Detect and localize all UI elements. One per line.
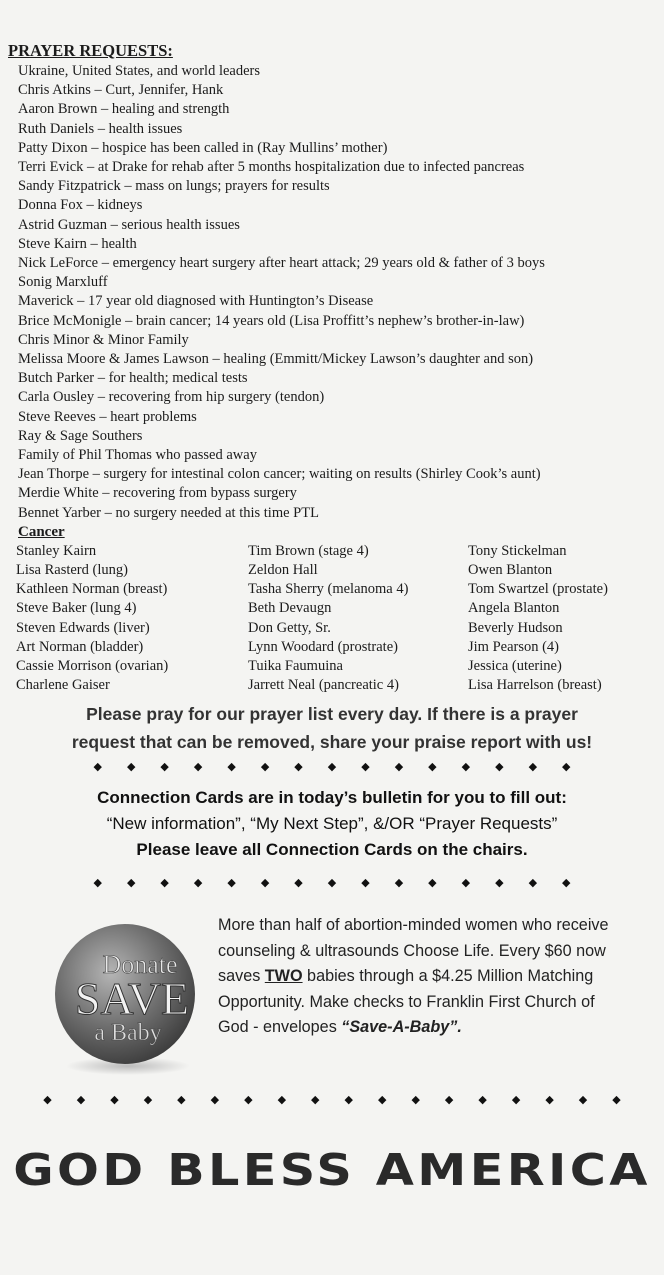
prayer-request-item: Patty Dixon – hospice has been called in (Ray Mullins’ mother): [18, 139, 388, 156]
diamond-bullet: ◆: [411, 1094, 420, 1106]
cancer-list-item: Beth Devaugn: [248, 600, 332, 617]
diamond-bullet: ◆: [277, 1094, 287, 1106]
diamond-bullet: ◆: [495, 877, 504, 889]
prayer-requests-heading: PRAYER REQUESTS:: [8, 41, 173, 60]
diamond-bullet: ◆: [227, 761, 236, 773]
prayer-request-item: Jean Thorpe – surgery for intestinal colon cancer; waiting on results (Shirley Cook’s aunt): [18, 466, 541, 483]
diamond-bullet: ◆: [428, 761, 437, 773]
prayer-request-item: Nick LeForce – emergency heart surgery after heart attack; 29 years old & father of 3 boys: [18, 255, 545, 272]
connection-line-2: “New information”, “My Next Step”, &/OR “Prayer Requests”: [106, 814, 558, 833]
logo-save-text: SAVE: [74, 973, 190, 1024]
cancer-list-item: Beverly Hudson: [468, 619, 563, 636]
diamond-bullet: ◆: [461, 877, 471, 889]
diamond-bullet: ◆: [76, 1094, 86, 1106]
diamond-bullet: ◆: [193, 877, 203, 889]
diamond-bullet: ◆: [126, 761, 136, 773]
save-text-two: TWO: [264, 967, 303, 985]
diamond-bullet: ◆: [160, 877, 169, 889]
cancer-list-item: Lisa Rasterd (lung): [16, 562, 128, 579]
diamond-bullet: ◆: [260, 877, 270, 889]
diamond-separator: [0, 760, 664, 773]
diamond-bullet: ◆: [43, 1094, 52, 1106]
diamond-bullet: ◆: [93, 877, 102, 889]
logo-a-baby-text: a Baby: [94, 1020, 162, 1046]
prayer-request-item: Ruth Daniels – health issues: [18, 120, 183, 137]
cancer-list-item: Owen Blanton: [468, 562, 553, 579]
god-bless-america-title: GOD BLESS AMERICA: [13, 1145, 651, 1196]
cancer-list-item: Cassie Morrison (ovarian): [16, 658, 169, 675]
prayer-request-item: Ukraine, United States, and world leaders: [18, 63, 260, 79]
diamond-bullet: ◆: [578, 1094, 588, 1106]
save-text-middle: babies through a $4.25 Million Matching Opportunity. Make checks to Franklin First Church of God - envelopes: [218, 967, 595, 1036]
cancer-column: [248, 542, 468, 696]
diamond-bullet: ◆: [126, 877, 136, 889]
prayer-request-item: Astrid Guzman – serious health issues: [18, 216, 240, 233]
diamond-bullet: ◆: [495, 761, 504, 773]
prayer-request-item: Maverick – 17 year old diagnosed with Huntington’s Disease: [18, 293, 374, 310]
pray-note-line-2: request that can be removed, share your praise report with us!: [71, 732, 593, 752]
diamond-bullet: ◆: [327, 877, 337, 889]
diamond-separator: [0, 1093, 664, 1106]
diamond-bullet: ◆: [461, 761, 471, 773]
save-text-intro: More than half of abortion-minded women who receive counseling & ultrasounds Choose Life. Every $60 now saves: [218, 916, 609, 985]
cancer-list-item: Stanley Kairn: [16, 542, 97, 559]
cancer-column: [16, 542, 248, 696]
diamond-bullet: ◆: [294, 761, 303, 773]
diamond-bullet: ◆: [311, 1094, 320, 1106]
diamond-bullet: ◆: [511, 1094, 521, 1106]
cancer-list: [16, 542, 658, 696]
prayer-request-item: Aaron Brown – healing and strength: [18, 101, 230, 118]
diamond-bullet: ◆: [344, 1094, 353, 1106]
prayer-request-item: Sandy Fitzpatrick – mass on lungs; prayers for results: [18, 178, 330, 195]
cancer-list-item: Jarrett Neal (pancreatic 4): [248, 677, 399, 694]
cancer-list-item: Zeldon Hall: [248, 562, 318, 579]
cancer-list-item: Tony Stickelman: [468, 542, 567, 559]
prayer-request-item: Merdie White – recovering from bypass surgery: [18, 485, 297, 502]
diamond-separator: [0, 876, 664, 889]
cancer-heading: Cancer: [18, 523, 65, 540]
diamond-bullet: ◆: [244, 1094, 253, 1106]
diamond-bullet: ◆: [210, 1094, 220, 1106]
cancer-list-item: Tuika Faumuina: [248, 658, 343, 675]
diamond-bullet: ◆: [394, 877, 404, 889]
cancer-list-item: Tasha Sherry (melanoma 4): [248, 581, 409, 598]
diamond-bullet: ◆: [478, 1094, 487, 1106]
cancer-list-item: Charlene Gaiser: [16, 677, 110, 694]
connection-line-3: Please leave all Connection Cards on the chairs.: [136, 840, 528, 859]
prayer-request-item: Brice McMonigle – brain cancer; 14 years old (Lisa Proffitt’s nephew’s brother-in-law): [18, 312, 525, 329]
donate-save-a-baby-logo: [46, 918, 204, 1076]
cancer-list-item: Jim Pearson (4): [468, 638, 560, 655]
cancer-list-item: Jessica (uterine): [468, 658, 562, 675]
diamond-bullet: ◆: [361, 877, 370, 889]
diamond-bullet: ◆: [110, 1094, 119, 1106]
prayer-request-item: Butch Parker – for health; medical tests: [18, 370, 248, 387]
diamond-bullet: ◆: [528, 877, 538, 889]
diamond-bullet: ◆: [545, 1094, 554, 1106]
diamond-bullet: ◆: [377, 1094, 387, 1106]
diamond-bullet: ◆: [143, 1094, 153, 1106]
diamond-bullet: ◆: [361, 761, 370, 773]
prayer-request-item: Melissa Moore & James Lawson – healing (Emmitt/Mickey Lawson’s daughter and son): [18, 351, 534, 368]
cancer-list-item: Tom Swartzel (prostate): [468, 581, 608, 598]
prayer-request-item: Carla Ousley – recovering from hip surgery (tendon): [18, 389, 325, 406]
diamond-bullet: ◆: [260, 761, 270, 773]
connection-line-1: Connection Cards are in today’s bulletin for you to fill out:: [97, 788, 567, 807]
diamond-bullet: ◆: [160, 761, 169, 773]
prayer-request-item: Sonig Marxluff: [18, 274, 108, 291]
prayer-request-list: [8, 62, 658, 523]
diamond-bullet: ◆: [562, 761, 571, 773]
cancer-list-item: Lynn Woodard (prostrate): [248, 638, 398, 655]
save-a-baby-text: [218, 913, 618, 1041]
pray-note-line-1: Please pray for our prayer list every day. If there is a prayer: [86, 704, 578, 724]
prayer-requests-section: [8, 40, 658, 696]
diamond-bullet: ◆: [327, 761, 337, 773]
diamond-bullet: ◆: [227, 877, 236, 889]
diamond-bullet: ◆: [394, 761, 404, 773]
prayer-request-item: Donna Fox – kidneys: [18, 197, 143, 214]
pray-daily-note: [0, 700, 664, 756]
prayer-request-item: Ray & Sage Southers: [18, 427, 143, 444]
diamond-bullet: ◆: [444, 1094, 454, 1106]
prayer-request-item: Bennet Yarber – no surgery needed at this time PTL: [18, 504, 319, 521]
cancer-list-item: Tim Brown (stage 4): [248, 542, 369, 559]
cancer-column: [468, 542, 658, 696]
diamond-bullet: ◆: [294, 877, 303, 889]
logo-donate-text: Donate: [102, 950, 178, 979]
cancer-list-item: Lisa Harrelson (breast): [468, 677, 602, 694]
cancer-list-item: Steve Baker (lung 4): [16, 600, 137, 617]
prayer-request-item: Chris Atkins – Curt, Jennifer, Hank: [18, 82, 224, 99]
prayer-request-item: Terri Evick – at Drake for rehab after 5 months hospitalization due to infected pancreas: [18, 159, 525, 176]
prayer-request-item: Family of Phil Thomas who passed away: [18, 447, 257, 464]
diamond-bullet: ◆: [562, 877, 571, 889]
diamond-bullet: ◆: [428, 877, 437, 889]
cancer-list-item: Kathleen Norman (breast): [16, 581, 168, 598]
diamond-bullet: ◆: [93, 761, 102, 773]
prayer-request-item: Steve Kairn – health: [18, 235, 137, 252]
diamond-bullet: ◆: [193, 761, 203, 773]
connection-cards-note: [0, 785, 664, 863]
cancer-list-item: Angela Blanton: [468, 600, 560, 617]
diamond-bullet: ◆: [612, 1094, 621, 1106]
diamond-bullet: ◆: [177, 1094, 186, 1106]
prayer-request-item: Steve Reeves – heart problems: [18, 408, 197, 425]
save-text-envelope: “Save-A-Baby”.: [341, 1018, 462, 1036]
diamond-bullet: ◆: [528, 761, 538, 773]
cancer-list-item: Steven Edwards (liver): [16, 619, 150, 636]
prayer-request-item: Chris Minor & Minor Family: [18, 331, 189, 348]
cancer-list-item: Art Norman (bladder): [16, 638, 144, 655]
cancer-list-item: Don Getty, Sr.: [248, 619, 331, 636]
